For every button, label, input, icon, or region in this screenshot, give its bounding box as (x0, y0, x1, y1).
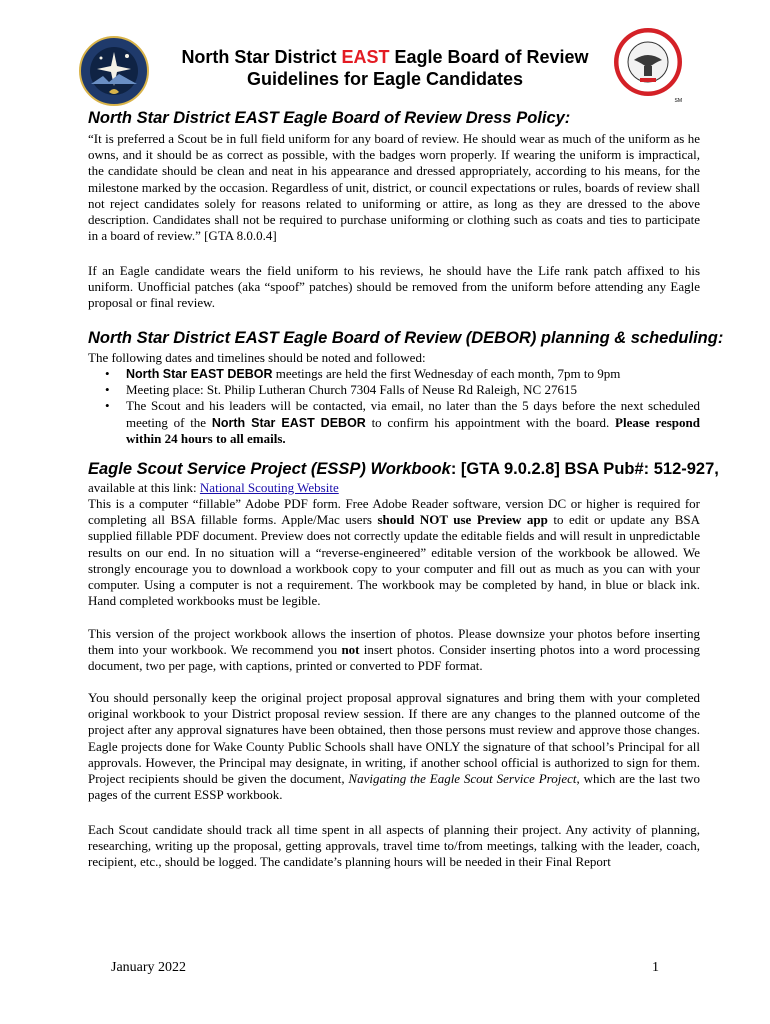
dress-policy-heading: North Star District EAST Eagle Board of Review Dress Policy: (88, 109, 571, 127)
debor-name: North Star EAST DEBOR (211, 415, 366, 430)
uniform-note: If an Eagle candidate wears the field uniform to his reviews, he should have the Life rank patch affixed to his uniform. Unofficial patches (aka “spoof” patches) should be removed from the uniform before attending any Eagle proposal or final review. (88, 263, 700, 311)
contact-text-cont: to confirm his appointment with the board. (365, 414, 616, 430)
debor-name: North Star EAST DEBOR (126, 367, 273, 381)
p1-text-cont: to edit or update any BSA supplied fillable PDF document. Preview does not correctly update the editable fields and will result in unpredictable results on our end. In no situation will a “reverse-engineered” editable version of the workbook be allowed. We strongly encourage you to download a workbook copy to your computer and fill out as much as you can with your computer. Using a computer is not a requirement. The workbook may be completed by hand, in blue or black ink. Hand completed workbooks must be legible. (88, 512, 700, 609)
p3-text: You should personally keep the original project proposal approval signatures and bring them with your completed original workbook to your District proposal review session. If there are any changes to the planned outcome of the project after any approval signatures have been obtained, then those persons must review and approve those changes. Eagle projects done for Wake County Public Schools shall have ONLY the signature of that school’s Principal for all approvals. However, the Principal may designate, in writing, if another school official is authorized to sign for them. Project recipients should be given the document, (88, 690, 700, 787)
page-title (150, 46, 620, 68)
svg-text:SM: SM (674, 98, 682, 104)
title-part1: North Star District (181, 47, 342, 67)
list-item (88, 366, 700, 382)
p1-text: This is a computer “fillable” Adobe PDF form. Free Adobe Reader software, version DC or higher is required for completing all BSA fillable forms. Apple/Mac users (88, 496, 700, 528)
essp-paragraph-1 (88, 496, 700, 609)
list-item (88, 382, 700, 398)
dress-policy-quote: “It is preferred a Scout be in full field uniform for any board of review. He should wear as much of the uniform as he owns, and it should be as correct as possible, with the badges worn properly. If wearing the uniform is impractical, the candidate should be clean and neat in his appearance and dressed appropriately, according to his means, for the milestone marked by the occasion. Regardless of unit, district, or council expectations or rules, boards of review shall not reject candidates solely for reasons related to uniforming or attire, as long as they are dressed to the above description. Candidates shall not be required to purchase uniforming or clothing such as coats and ties to participate in a board of review.” [GTA 8.0.0.4] (88, 131, 700, 244)
essp-paragraph-4: Each Scout candidate should track all time spent in all aspects of planning their project. Any activity of planning, researching, writing up the proposal, getting approvals, travel time to/from meetings, talking with the leader, coach, recipient, etc., should be logged. The candidate’s planning hours will be needed in their Final Report (88, 822, 700, 870)
bullet-icon: • (105, 382, 110, 398)
available-prefix: available at this link: (88, 480, 200, 495)
eagle-scout-emblem-logo (612, 26, 684, 104)
essp-heading-ref: : [GTA 9.0.2.8] BSA Pub#: 512-927, (450, 460, 719, 478)
essp-available (88, 480, 700, 496)
planning-list (88, 366, 700, 447)
north-star-district-logo (79, 36, 149, 106)
page-subtitle: Guidelines for Eagle Candidates (246, 69, 524, 89)
p2-bold: not (341, 642, 360, 658)
meeting-place-text: Meeting place: St. Philip Lutheran Church 7304 Falls of Neuse Rd Raleigh, NC 27615 (126, 382, 577, 398)
p3-italic: Navigating the Eagle Scout Service Project (348, 771, 577, 787)
title-part2: Eagle Board of Review (389, 47, 589, 67)
page-number: 1 (652, 960, 659, 975)
footer-date: January 2022 (111, 960, 187, 975)
p2-text-cont: insert photos. Consider inserting photos into a word processing document, two per page, with captions, printed or converted to PDF format. (88, 642, 701, 674)
essp-paragraph-3 (88, 690, 700, 803)
essp-paragraph-2 (88, 626, 700, 675)
p1-bold: should NOT use Preview app (377, 512, 548, 528)
essp-heading (88, 460, 719, 479)
respond-note: Please respond within 24 hours to all emails. (126, 414, 700, 446)
list-item (88, 398, 700, 447)
bullet-icon: • (105, 398, 110, 414)
title-east: EAST (341, 47, 390, 67)
essp-heading-title: Eagle Scout Service Project (ESSP) Workbook (88, 460, 451, 478)
p3-text-cont: , which are the last two pages of the current ESSP workbook. (88, 771, 700, 803)
contact-text: The Scout and his leaders will be contacted, via email, no later than the 5 days before the next scheduled meeting of the (126, 398, 700, 430)
national-scouting-link[interactable]: National Scouting Website (199, 480, 339, 495)
bullet-icon: • (105, 366, 110, 381)
p2-text: This version of the project workbook allows the insertion of photos. Please downsize your photos before inserting them into your workbook. We recommend you (88, 626, 700, 658)
planning-intro: The following dates and timelines should be noted and followed: (88, 350, 426, 365)
planning-heading: North Star District EAST Eagle Board of Review (DEBOR) planning & scheduling: (88, 329, 724, 347)
meeting-schedule-text: meetings are held the first Wednesday of each month, 7pm to 9pm (272, 366, 621, 381)
